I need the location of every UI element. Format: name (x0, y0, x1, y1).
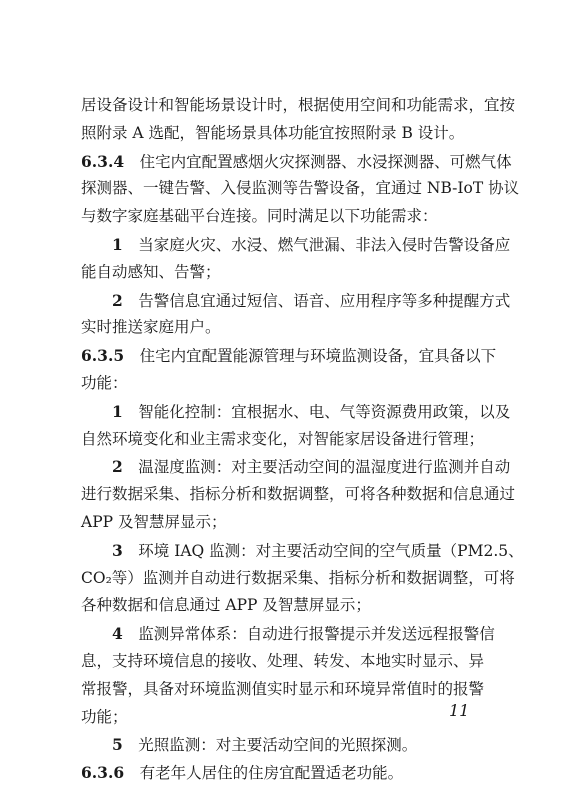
text-line (81, 398, 511, 426)
line-text: 温湿度监测：对主要活动空间的温湿度进行监测并自动 (138, 458, 511, 477)
clause-number: 1 (112, 401, 123, 421)
line-text: 功能： (81, 373, 128, 392)
line-text: 环境 IAQ 监测：对主要活动空间的空气质量（PM2.5、 (138, 541, 524, 560)
text-line (81, 370, 479, 398)
line-text: 光照监测：对主要活动空间的光照探测。 (138, 736, 418, 755)
text-line (81, 92, 516, 120)
text-line (81, 648, 485, 676)
clause-number: 6.3.5 (81, 346, 125, 366)
text-line (81, 287, 511, 315)
line-text: 住宅内宜配置能源管理与环境监测设备，宜具备以下 (139, 347, 497, 366)
text-line (81, 509, 479, 537)
line-text: 能自动感知、告警； (81, 262, 221, 281)
line-text: 自然环境变化和业主需求变化，对智能家居设备进行管理； (81, 429, 485, 448)
text-line (81, 676, 485, 704)
line-text: 当家庭火灾、水浸、燃气泄漏、非法入侵时告警设备应 (138, 235, 511, 254)
line-text: 实时推送家庭用户。 (81, 318, 221, 337)
line-text: 照附录 A 选配，智能场景具体功能宜按照附录 B 设计。 (81, 123, 465, 142)
text-line (81, 231, 511, 259)
text-line (81, 759, 479, 787)
page-number: 11 (449, 701, 470, 720)
text-line (81, 259, 479, 287)
body-text (81, 92, 524, 787)
text-line (81, 704, 479, 732)
clause-number: 4 (112, 624, 123, 644)
clause-number: 6.3.6 (81, 763, 125, 783)
text-line (81, 592, 479, 620)
line-text: 告警信息宜通过短信、语音、应用程序等多种提醒方式 (138, 291, 511, 310)
text-line (81, 120, 479, 148)
clause-number: 3 (112, 540, 123, 560)
text-line (81, 426, 485, 454)
line-text: 监测异常体系：自动进行报警提示并发送远程报警信 (138, 625, 495, 644)
text-line (81, 342, 497, 370)
line-text: APP 及智慧屏显示； (81, 512, 227, 531)
clause-number: 1 (112, 234, 123, 254)
line-text: 智能化控制：宜根据水、电、气等资源费用政策，以及 (138, 402, 511, 421)
line-text: 与数字家庭基础平台连接。同时满足以下功能需求： (81, 207, 438, 226)
line-text: 常报警，具备对环境监测值实时显示和环境异常值时的报警 (81, 679, 485, 698)
text-line (81, 565, 515, 593)
clause-number: 6.3.4 (81, 151, 125, 171)
text-line (81, 148, 512, 176)
clause-number: 5 (112, 735, 123, 755)
text-line (81, 620, 495, 648)
text-line (81, 731, 479, 759)
line-text: 息，支持环境信息的接收、处理、转发、本地实时显示、异 (81, 651, 485, 670)
text-line (81, 537, 524, 565)
text-line (81, 314, 479, 342)
text-line (81, 175, 520, 203)
text-line (81, 453, 511, 481)
line-text: 探测器、一键告警、入侵监测等告警设备，宜通过 NB-IoT 协议 (81, 179, 520, 198)
line-text: 有老年人居住的住房宜配置适老功能。 (139, 764, 404, 783)
text-line (81, 481, 516, 509)
line-text: 住宅内宜配置感烟火灾探测器、水浸探测器、可燃气体 (139, 152, 512, 171)
line-text: 各种数据和信息通过 APP 及智慧屏显示； (81, 596, 371, 615)
line-text: 居设备设计和智能场景设计时，根据使用空间和功能需求，宜按 (81, 96, 516, 114)
clause-number: 2 (112, 457, 123, 477)
clause-number: 2 (112, 290, 123, 310)
line-text: CO₂等）监测并自动进行数据采集、指标分析和数据调整，可将 (81, 568, 515, 587)
line-text: 功能； (81, 707, 128, 726)
line-text: 进行数据采集、指标分析和数据调整，可将各种数据和信息通过 (81, 485, 516, 504)
text-line (81, 203, 479, 231)
